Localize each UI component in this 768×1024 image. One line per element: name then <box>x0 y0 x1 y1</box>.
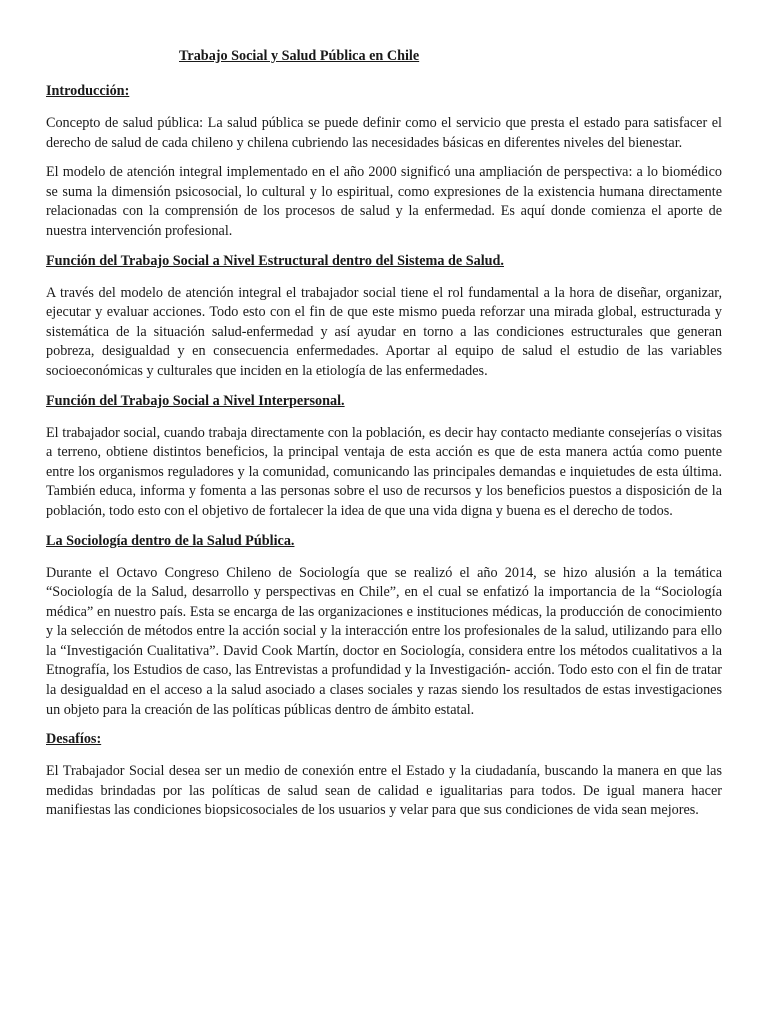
section-heading-desafios: Desafíos: <box>46 731 102 748</box>
section-heading-introduccion: Introducción: <box>46 83 130 99</box>
paragraph: El modelo de atención integral implementado en el año 2000 significó una ampliación de perspectiva: a lo biomédico se suma la dimensión psicosocial, lo cultural y lo espiritual, como expresiones de la existencia humana directamente relacionadas con la comprensión de los procesos de salud y la enfermedad. Es aquí donde comienza el aporte de nuestra intervención profesional. <box>46 164 722 239</box>
section-sociologia <box>46 532 722 721</box>
paragraph: A través del modelo de atención integral el trabajador social tiene el rol fundamental a la hora de diseñar, organizar, ejecutar y evaluar acciones. Todo esto con el fin de que este mismo pueda reforzar una mirada global, estructurada y sistemática de la situación salud-enfermedad y así ayudar en torno a las condiciones estructurales que generan pobreza, desigualdad y en consecuencia enfermedades. Aportar al equipo de salud el estudio de las variables socioeconómicas y culturales que inciden en la etiología de las enfermedades. <box>46 284 722 379</box>
document-page <box>46 46 722 831</box>
section-funcion-interpersonal <box>46 392 722 522</box>
paragraph: Concepto de salud pública: La salud pública se puede definir como el servicio que presta el estado para satisfacer el derecho de salud de cada chileno y chilena cubriendo las necesidades básicas en diferentes niveles del bienestar. <box>46 115 722 151</box>
section-heading-sociologia: La Sociología dentro de la Salud Pública. <box>46 532 295 549</box>
paragraph: El Trabajador Social desea ser un medio de conexión entre el Estado y la ciudadanía, buscando la manera en que las medidas brindadas por las políticas de salud sean de calidad e igualitarias para todos. De igual manera hacer manifiestas las condiciones biopsicosociales de los usuarios y velar para que sus condiciones de vida sean mejores. <box>46 763 722 819</box>
section-introduccion <box>46 82 722 242</box>
paragraph: Durante el Octavo Congreso Chileno de Sociología que se realizó el año 2014, se hizo alusión a la temática “Sociología de la Salud, desarrollo y perspectivas en Chile”, en el cual se enfatizó la importancia de la “Sociología médica” en nuestro país. Esta se encarga de las organizaciones e instituciones médicas, la producción de conocimiento y la selección de métodos entre la acción social y la interacción entre los profesionales de la salud, utilizando para ello la “Investigación Cualitativa”. David Cook Martín, doctor en Sociología, considera entre los métodos cualitativos a la Etnografía, los Estudios de caso, las Entrevistas a profundidad y la Investigación- acción. Todo esto con el fin de tratar la desigualdad en el acceso a la salud asociado a clases sociales y razas siendo los resultados de estas investigaciones un objeto para la creación de las políticas públicas dentro de ámbito estatal. <box>46 564 722 718</box>
document-title: Trabajo Social y Salud Pública en Chile <box>179 48 420 64</box>
section-funcion-estructural <box>46 252 722 382</box>
section-heading-funcion-interpersonal: Función del Trabajo Social a Nivel Interpersonal. <box>46 392 345 409</box>
section-heading-funcion-estructural: Función del Trabajo Social a Nivel Estructural dentro del Sistema de Salud. <box>46 252 504 269</box>
section-desafios <box>46 730 722 821</box>
paragraph: El trabajador social, cuando trabaja directamente con la población, es decir hay contacto mediante consejerías o visitas a terreno, obtiene distintos beneficios, la principal ventaja de esta acción es que de esta manera actúa como puente entre los organismos reguladores y la comunidad, comunicando las principales demandas e inquietudes de esta última. También educa, informa y fomenta a las personas sobre el uso de recursos y los beneficios puestos a disposición de la población, todo esto con el objetivo de fortalecer la idea de que una vida digna y buena es el derecho de todos. <box>46 424 722 519</box>
